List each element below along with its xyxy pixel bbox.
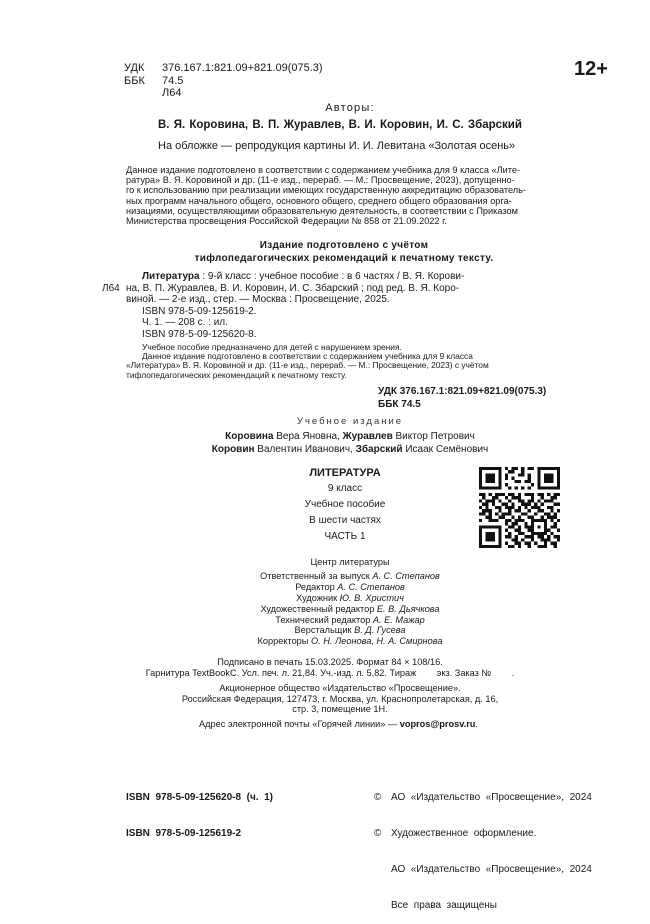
author-surname: Журавлев bbox=[342, 431, 393, 442]
book-part: ЧАСТЬ 1 bbox=[324, 531, 366, 542]
full-authors bbox=[150, 430, 550, 456]
author-name: Исаак Семёнович bbox=[402, 444, 489, 455]
book-title-block bbox=[265, 465, 425, 545]
credit-person: А. С. Степанов bbox=[337, 581, 405, 592]
credit-person: О. Н. Леонова, Н. А. Смирнова bbox=[310, 636, 443, 647]
credit-role: Художник bbox=[296, 592, 340, 603]
credit-person: Ю. В. Христич bbox=[339, 592, 404, 603]
tiflo-line-1: Издание подготовлено с учётом bbox=[259, 240, 429, 251]
edition-type: Учебное издание bbox=[296, 416, 404, 427]
copyright-icon: © bbox=[374, 792, 382, 803]
hotline-suffix: . bbox=[475, 719, 478, 729]
footer-isbn-2: ISBN 978-5-09-125619-2 bbox=[126, 828, 242, 839]
authors-names: В. Я. Коровина, В. П. Журавлев, В. И. Коровин, И. С. Збарский bbox=[158, 119, 522, 131]
book-type: Учебное пособие bbox=[304, 499, 386, 510]
bib-line-3: виной. — 2-е изд., стер. — Москва : Просвещение, 2025. bbox=[126, 294, 390, 306]
author-name: Вера Яновна, bbox=[273, 431, 343, 442]
rights-reserved: Все права защищены bbox=[391, 900, 497, 911]
compliance-line: Данное издание подготовлено в соответствии с содержанием учебника для 9 класса «Лите- bbox=[126, 165, 521, 175]
print-info-line-2: Гарнитура TextBookC. Усл. печ. л. 21,84. Уч.-изд. л. 5,82. Тираж экз. Заказ № . bbox=[145, 667, 515, 678]
bib-line-1-rest: : 9-й класс : учебное пособие : в 6 частях / В. Я. Корови- bbox=[199, 271, 465, 282]
udk-value: 376.167.1:821.09+821.09(075.3) bbox=[162, 62, 323, 74]
credits-row bbox=[215, 636, 485, 647]
cover-note-text: На обложке — репродукция картины И. И. Левитана «Золотая осень» bbox=[158, 140, 516, 152]
copyright-line-1 bbox=[374, 792, 592, 804]
age-rating: 12+ bbox=[574, 58, 608, 80]
author-surname: Коровина bbox=[225, 431, 274, 442]
bib-bbk: ББК 74.5 bbox=[378, 399, 421, 410]
udk-label: УДК bbox=[124, 62, 145, 74]
publisher-line-1: Акционерное общество «Издательство «Просвещение». bbox=[219, 683, 461, 693]
footer-isbn-1: ISBN 978-5-09-125620-8 (ч. 1) bbox=[126, 792, 273, 803]
author-surname: Збарский bbox=[355, 444, 403, 455]
credits-row bbox=[215, 625, 485, 636]
copyright-text: АО «Издательство «Просвещение», 2024 bbox=[391, 792, 592, 803]
full-authors-line-1 bbox=[150, 430, 550, 443]
credit-person: А. Е. Мажар bbox=[372, 614, 425, 625]
compliance-paragraph bbox=[126, 165, 562, 226]
copyright-icon: © bbox=[374, 828, 382, 839]
bib-isbn-part: ISBN 978-5-09-125620-8. bbox=[142, 328, 257, 340]
compliance-line: низациями, осуществляющими образовательную деятельность, в соответствии с Приказом bbox=[126, 205, 518, 216]
full-authors-line-2 bbox=[150, 443, 550, 456]
cover-note bbox=[158, 140, 515, 153]
annotation-line: Данное издание подготовлено в соответствии с содержанием учебника для 9 класса bbox=[142, 351, 473, 361]
credit-person: А. С. Степанов bbox=[372, 570, 440, 581]
authors-heading: Авторы: bbox=[325, 102, 375, 114]
bib-part-info: Ч. 1. — 208 с. : ил. bbox=[142, 317, 228, 329]
book-grade: 9 класс bbox=[327, 483, 363, 494]
bib-title: Литература bbox=[142, 271, 200, 282]
credit-role: Технический редактор bbox=[275, 614, 373, 625]
footer-copyright bbox=[374, 768, 592, 924]
qr-code-icon bbox=[479, 467, 560, 548]
credit-role: Верстальщик bbox=[294, 625, 355, 636]
author-mark: Л64 bbox=[162, 87, 182, 100]
credits-row bbox=[215, 571, 485, 582]
compliance-line: Министерства просвещения Российской Федерации № 858 от 21.09.2022 г. bbox=[126, 216, 447, 227]
compliance-line: го к использованию при реализации имеющих государственную аккредитацию образователь- bbox=[126, 185, 526, 196]
credits-row bbox=[215, 593, 485, 604]
copyright-text: Художественное оформление. bbox=[391, 828, 537, 839]
print-info bbox=[140, 657, 520, 678]
footer-isbn bbox=[126, 768, 273, 852]
credit-role: Корректоры bbox=[257, 636, 311, 647]
author-name: Виктор Петрович bbox=[392, 431, 475, 442]
credits bbox=[215, 557, 485, 647]
bbk-value: 74.5 bbox=[162, 74, 184, 87]
publisher-info bbox=[170, 683, 510, 715]
hotline bbox=[199, 719, 478, 729]
publisher-line-2: Российская Федерация, 127473, г. Москва, ул. Краснопролетарская, д. 16, bbox=[181, 693, 499, 704]
print-info-line-1: Подписано в печать 15.03.2025. Формат 84 × 108/16. bbox=[217, 657, 443, 667]
copyright-line-3: АО «Издательство «Просвещение», 2024 bbox=[391, 864, 592, 875]
annotation bbox=[126, 352, 562, 380]
credits-row bbox=[215, 604, 485, 615]
credit-person: В. Д. Гусева bbox=[354, 625, 406, 636]
udk-block bbox=[124, 62, 323, 100]
author-name: Валентин Иванович, bbox=[254, 444, 356, 455]
bibliographic-record bbox=[126, 271, 562, 341]
credits-row bbox=[215, 615, 485, 626]
publisher-line-3: стр. 3, помещение 1Н. bbox=[292, 704, 388, 714]
bib-udk: УДК 376.167.1:821.09+821.09(075.3) bbox=[378, 386, 547, 397]
tiflo-notice bbox=[126, 239, 562, 265]
credit-role: Ответственный за выпуск bbox=[260, 570, 373, 581]
credit-role: Редактор bbox=[295, 581, 338, 592]
credit-role: Художественный редактор bbox=[260, 603, 377, 614]
bib-isbn-set: ISBN 978-5-09-125619-2. bbox=[142, 305, 257, 317]
bib-line-1 bbox=[126, 271, 562, 283]
audience-note: Учебное пособие предназначено для детей с нарушением зрения. bbox=[142, 342, 402, 352]
compliance-line: ных программ начального общего, основного общего, среднего общего образования орга- bbox=[126, 195, 512, 206]
book-title: ЛИТЕРАТУРА bbox=[309, 467, 381, 479]
compliance-line: ратура» В. Я. Коровиной и др. (11-е изд., перераб. — М.: Просвещение, 2023), допущенно- bbox=[126, 175, 515, 186]
bib-line-2: на, В. П. Журавлев, В. И. Коровин, И. С. Збарский ; под ред. В. Я. Коро- bbox=[126, 282, 460, 294]
annotation-line: тифлопедагогических рекомендаций к печатному тексту. bbox=[126, 369, 347, 380]
copyright-line-2 bbox=[374, 828, 592, 840]
bibliographic-mark: Л64 bbox=[102, 283, 120, 294]
credits-row bbox=[215, 582, 485, 593]
hotline-email-link[interactable]: vopros@prosv.ru bbox=[399, 719, 476, 729]
bbk-label: ББК bbox=[124, 74, 145, 87]
book-parts: В шести частях bbox=[309, 515, 381, 526]
credits-center: Центр литературы bbox=[310, 557, 390, 567]
hotline-label: Адрес электронной почты «Горячей линии» — bbox=[199, 719, 400, 729]
credit-person: Е. В. Дьячкова bbox=[376, 603, 440, 614]
tiflo-line-2: тифлопедагогических рекомендаций к печатному тексту. bbox=[194, 253, 494, 264]
author-surname: Коровин bbox=[211, 444, 255, 455]
annotation-line: «Литература» В. Я. Коровиной и др. (11-е изд., перераб. — М.: Просвещение, 2023) с учётом bbox=[126, 360, 489, 371]
